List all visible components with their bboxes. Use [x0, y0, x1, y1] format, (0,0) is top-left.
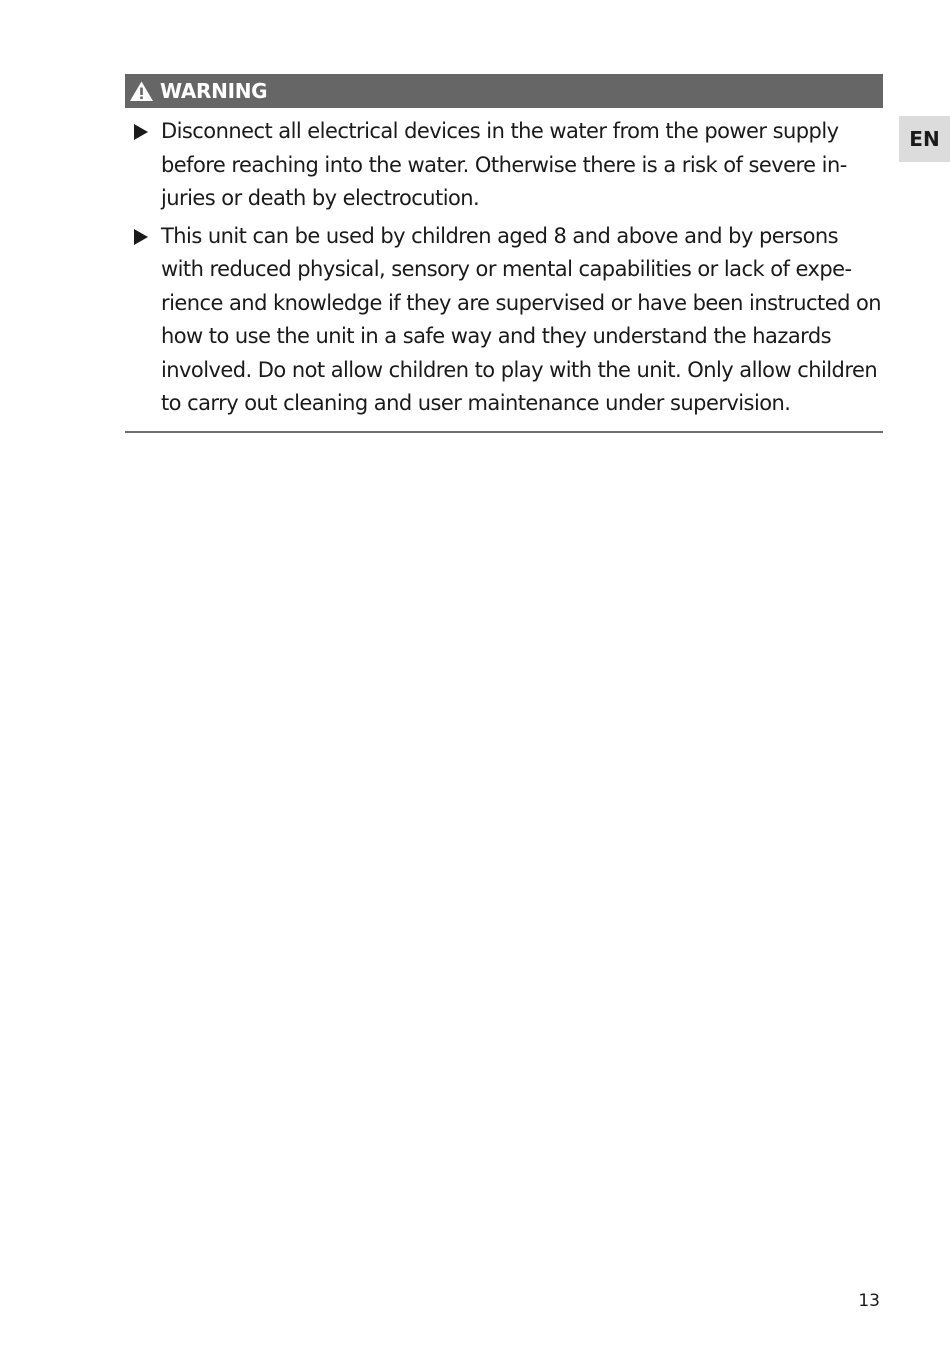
- language-tab: [899, 116, 950, 162]
- triangle-right-icon: [134, 124, 148, 140]
- page-number: 13: [858, 1291, 880, 1311]
- warning-triangle-icon: [129, 80, 154, 102]
- warning-box: [125, 74, 883, 433]
- warning-header: [125, 74, 883, 108]
- warning-title: WARNING: [160, 79, 268, 103]
- language-label: EN: [909, 127, 940, 151]
- warning-item-text: Disconnect all electrical devices in the water from the power supply before reaching into the water. Otherwise there is a risk of severe injuries or death by electrocution.: [161, 119, 848, 210]
- list-item: [125, 220, 883, 421]
- warning-item-text: This unit can be used by children aged 8 and above and by persons with reduced physical, sensory or mental capabilities or lack of experience and knowledge if they are supervised or have been instructed on how to use the unit in a safe way and they understand the hazards involved. Do not allow children to play with the unit. Only allow children to carry out cleaning and user maintenance under supervision.: [161, 223, 882, 415]
- list-item: [125, 115, 883, 216]
- warning-list: [125, 108, 883, 433]
- triangle-right-icon: [134, 229, 148, 245]
